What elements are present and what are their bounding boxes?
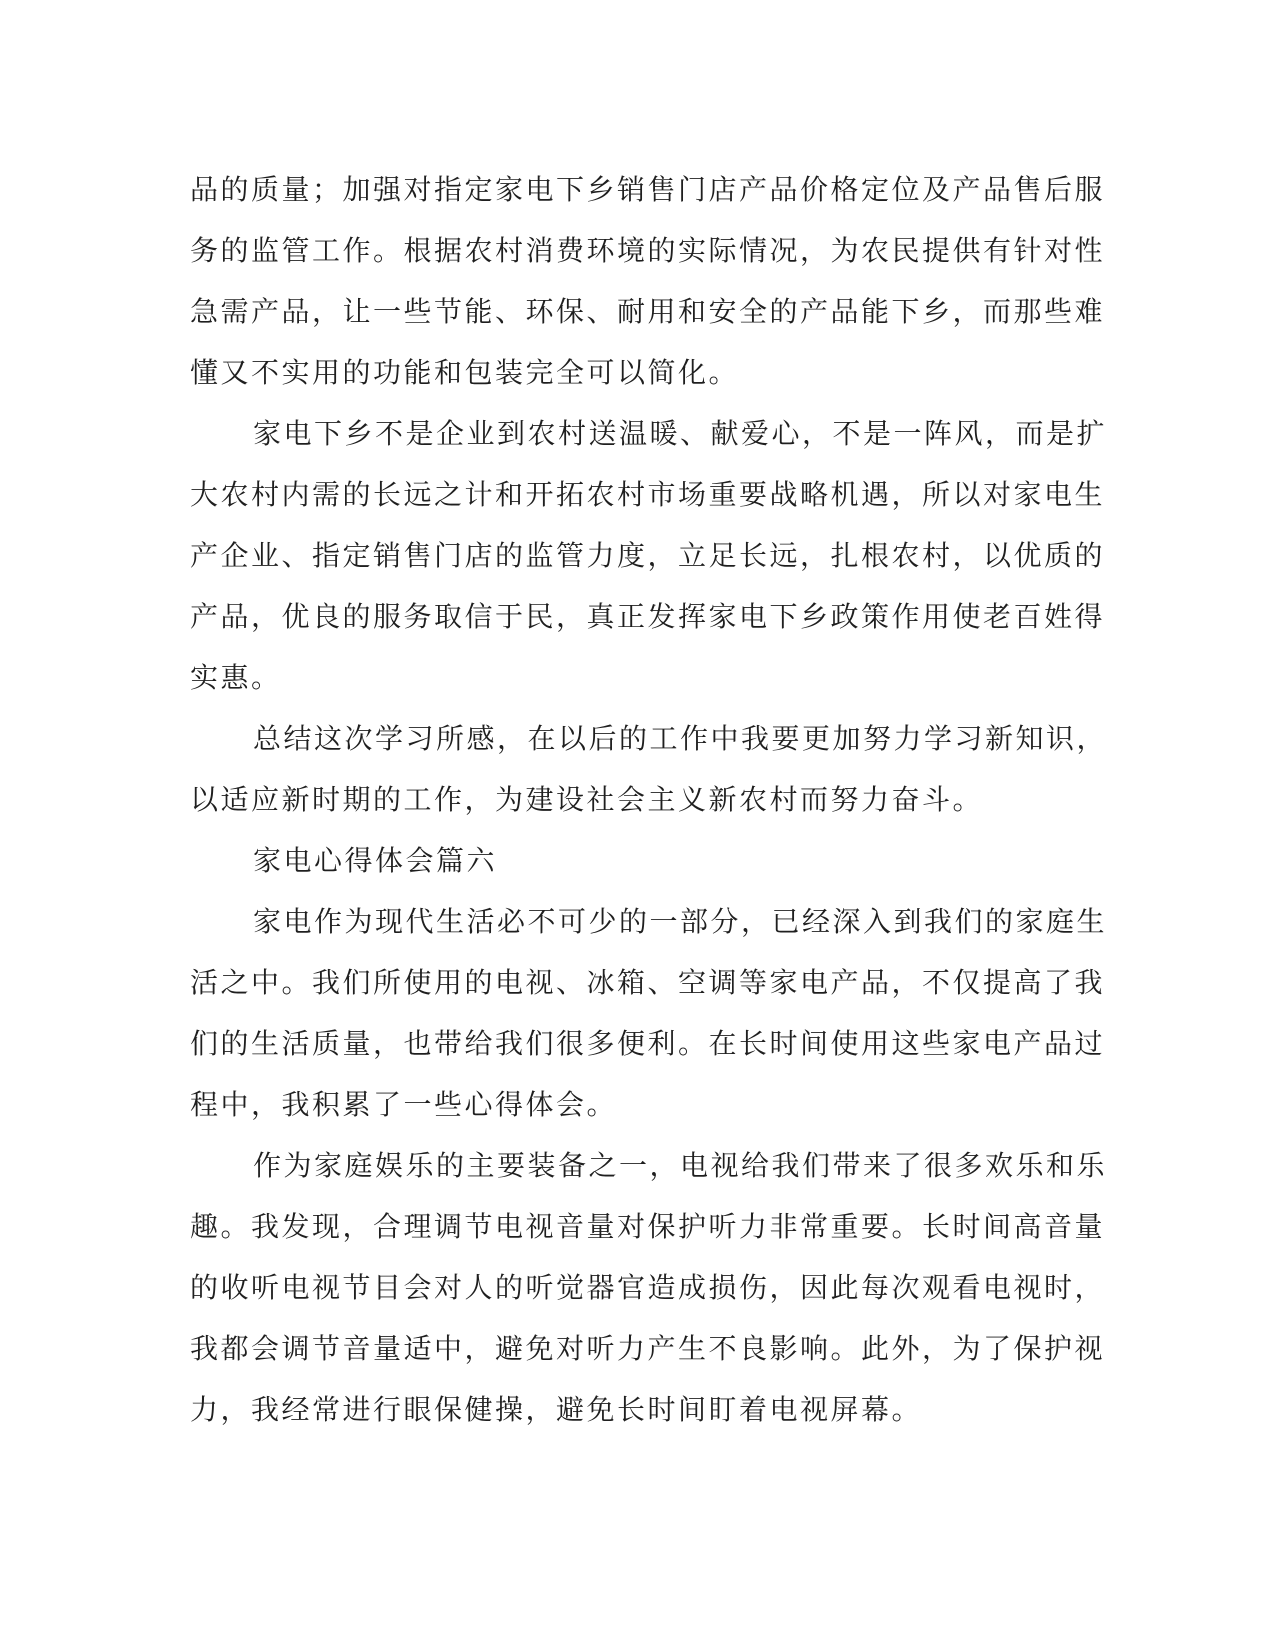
text-line: 务的监管工作。根据农村消费环境的实际情况，为农民提供有针对性 (190, 234, 1106, 267)
text-line: 程中，我积累了一些心得体会。 (190, 1088, 618, 1121)
text-line-first: 家电下乡不是企业到农村送温暖、献爱心，不是一阵风，而是扩 (253, 417, 1108, 450)
text-line: 品的质量；加强对指定家电下乡销售门店产品价格定位及产品售后服 (190, 173, 1106, 206)
text-line: 懂又不实用的功能和包装完全可以简化。 (190, 356, 740, 389)
text-line: 力，我经常进行眼保健操，避免长时间盯着电视屏幕。 (190, 1393, 923, 1426)
text-line: 的收听电视节目会对人的听觉器官造成损伤，因此每次观看电视时， (190, 1271, 1106, 1304)
text-line: 以适应新时期的工作，为建设社会主义新农村而努力奋斗。 (190, 783, 984, 816)
document-body (190, 159, 1108, 1440)
text-line-first: 作为家庭娱乐的主要装备之一，电视给我们带来了很多欢乐和乐 (253, 1149, 1108, 1182)
paragraph (190, 708, 1108, 830)
text-line: 产品，优良的服务取信于民，真正发挥家电下乡政策作用使老百姓得 (190, 600, 1106, 633)
section-heading-text: 家电心得体会篇六 (253, 844, 498, 877)
text-line-first: 总结这次学习所感，在以后的工作中我要更加努力学习新知识， (253, 722, 1108, 755)
text-line: 产企业、指定销售门店的监管力度，立足长远，扎根农村，以优质的 (190, 539, 1106, 572)
paragraph (190, 1135, 1108, 1440)
section-heading (190, 830, 1090, 891)
text-line: 们的生活质量，也带给我们很多便利。在长时间使用这些家电产品过 (190, 1027, 1106, 1060)
text-line-first: 家电作为现代生活必不可少的一部分，已经深入到我们的家庭生 (253, 905, 1108, 938)
paragraph-continued (190, 159, 1106, 403)
text-line: 我都会调节音量适中，避免对听力产生不良影响。此外，为了保护视 (190, 1332, 1106, 1365)
text-line: 大农村内需的长远之计和开拓农村市场重要战略机遇，所以对家电生 (190, 478, 1106, 511)
text-line: 实惠。 (190, 661, 282, 694)
paragraph (190, 891, 1108, 1135)
paragraph (190, 403, 1108, 708)
text-line: 趣。我发现，合理调节电视音量对保护听力非常重要。长时间高音量 (190, 1210, 1106, 1243)
text-line: 活之中。我们所使用的电视、冰箱、空调等家电产品，不仅提高了我 (190, 966, 1106, 999)
text-line: 急需产品，让一些节能、环保、耐用和安全的产品能下乡，而那些难 (190, 295, 1106, 328)
